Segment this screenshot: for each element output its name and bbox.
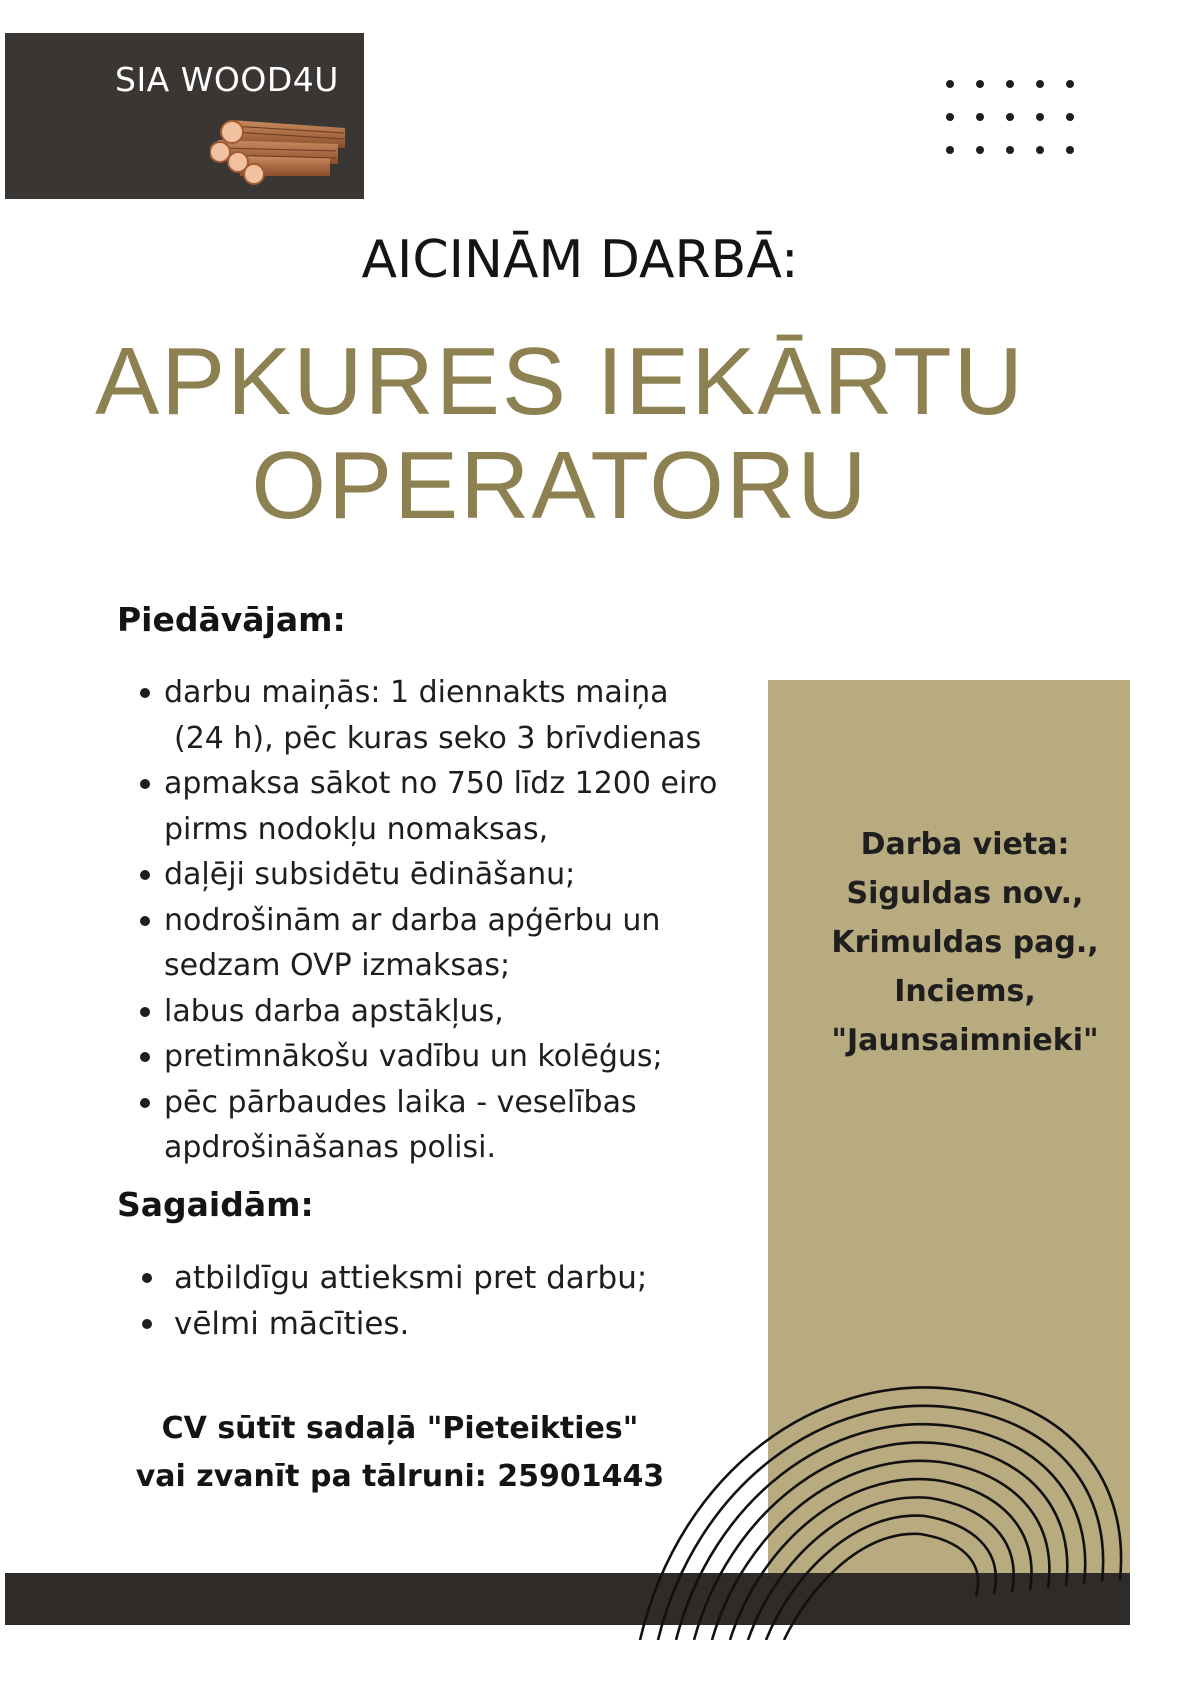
wood-logs-icon	[210, 118, 350, 190]
list-item: atbildīgu attieksmi pret darbu;	[140, 1255, 780, 1301]
work-location	[800, 820, 1130, 1065]
expect-list	[140, 1255, 780, 1347]
company-name: SIA WOOD4U	[115, 60, 339, 99]
work-location-line: "Jaunsaimnieki"	[831, 1023, 1099, 1058]
bullet-icon	[142, 1273, 152, 1283]
bullet-icon	[140, 870, 150, 880]
bullet-icon	[140, 916, 150, 926]
job-title-line-2: OPERATORU	[251, 432, 869, 539]
work-location-label: Darba vieta:	[860, 827, 1070, 862]
contact-line-phone: vai zvanīt pa tālruni: 25901443	[135, 1459, 665, 1494]
list-item: vēlmi mācīties.	[140, 1301, 780, 1347]
bullet-icon	[140, 688, 150, 698]
bullet-icon	[142, 1319, 152, 1329]
job-title	[0, 330, 1120, 538]
dots-decoration	[940, 72, 1090, 162]
job-title-line-1: APKURES IEKĀRTU	[95, 328, 1025, 435]
list-item: pēc pārbaudes laika - veselības apdrošināšanas polisi.	[140, 1080, 780, 1171]
list-item: darbu maiņās: 1 diennakts maiņa (24 h), pēc kuras seko 3 brīvdienas	[140, 670, 780, 761]
expect-heading: Sagaidām:	[117, 1185, 314, 1224]
list-item: labus darba apstākļus,	[140, 989, 780, 1035]
work-location-line: Krimuldas pag.,	[831, 925, 1099, 960]
work-location-line: Siguldas nov.,	[846, 876, 1084, 911]
list-item: daļēji subsidētu ēdināšanu;	[140, 852, 780, 898]
bullet-icon	[140, 1007, 150, 1017]
list-item: apmaksa sākot no 750 līdz 1200 eiro pirms nodokļu nomaksas,	[140, 761, 780, 852]
bullet-icon	[140, 1052, 150, 1062]
offer-list	[140, 670, 780, 1171]
contact-line-apply: CV sūtīt sadaļā "Pieteikties"	[161, 1411, 639, 1446]
invitation-heading: AICINĀM DARBĀ:	[361, 230, 799, 290]
bullet-icon	[140, 779, 150, 789]
list-item: pretimnākošu vadību un kolēģus;	[140, 1034, 780, 1080]
contact-info	[100, 1405, 700, 1501]
offer-heading: Piedāvājam:	[117, 600, 346, 639]
list-item: nodrošinām ar darba apģērbu un sedzam OVP izmaksas;	[140, 898, 780, 989]
work-location-line: Inciems,	[894, 974, 1036, 1009]
bullet-icon	[140, 1098, 150, 1108]
